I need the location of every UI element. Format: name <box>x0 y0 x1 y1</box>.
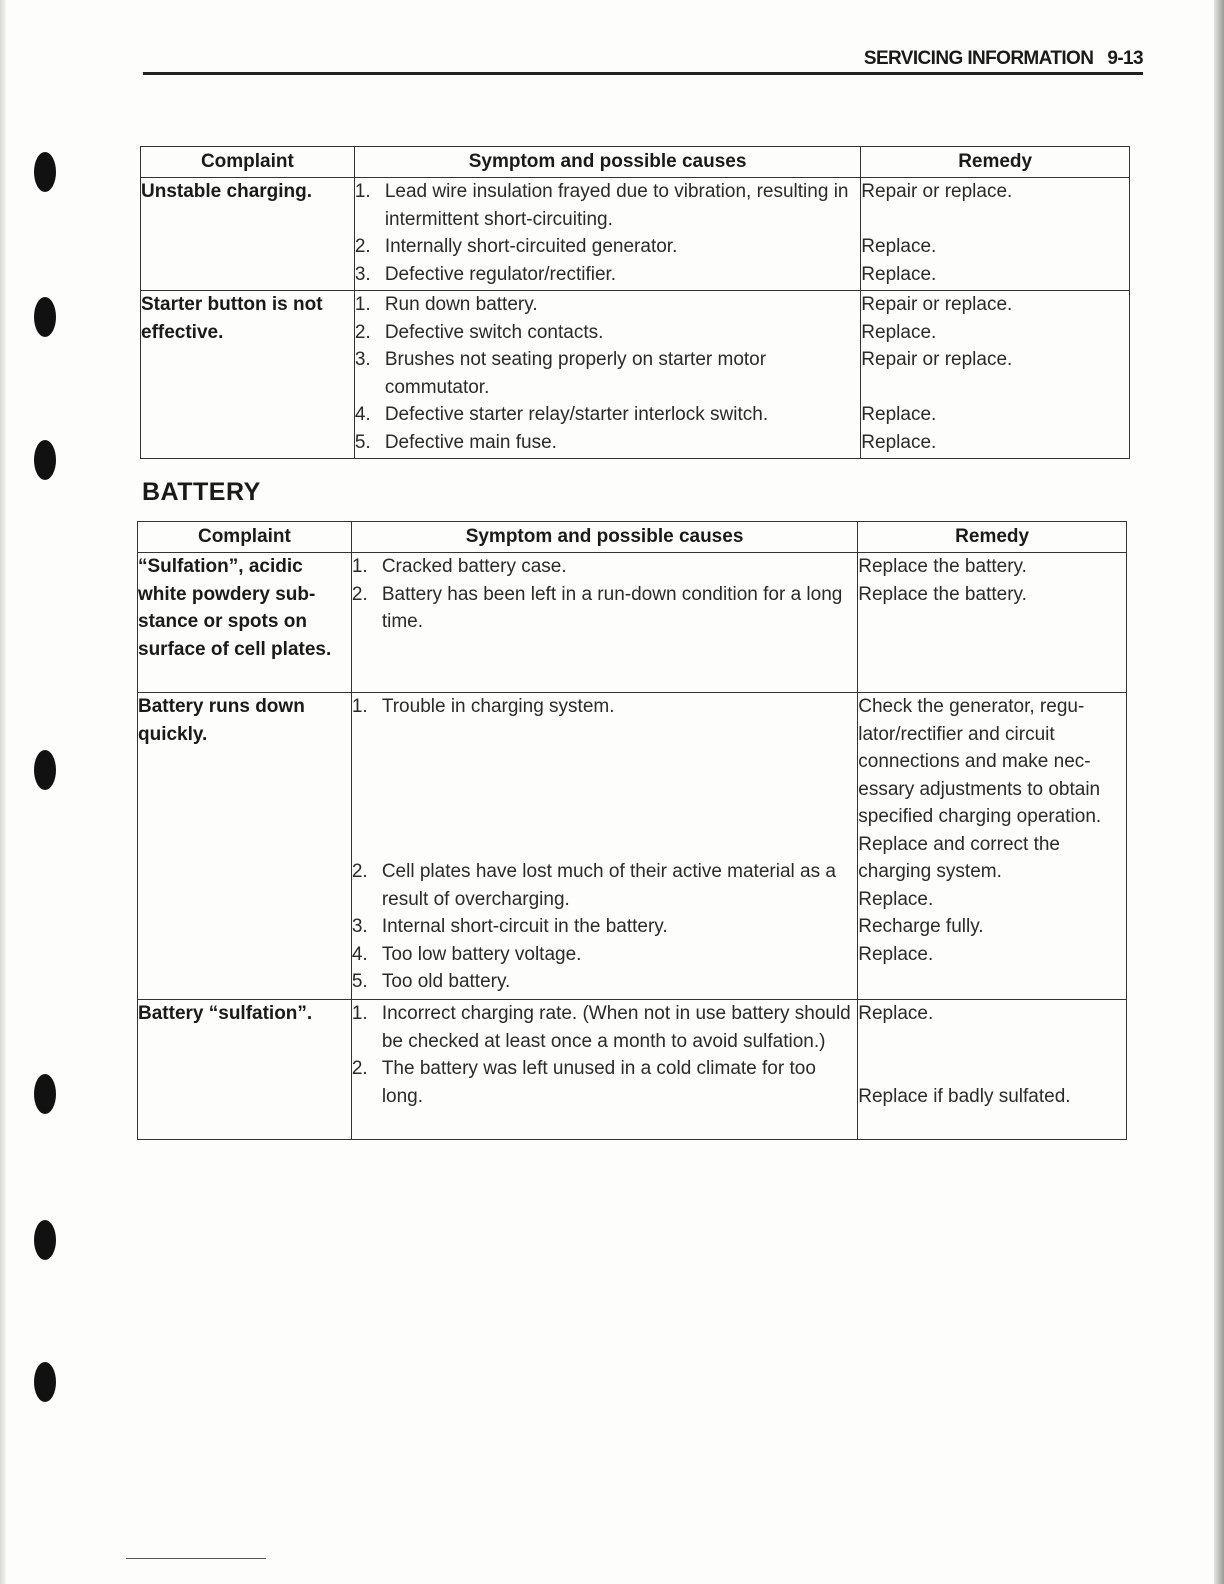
complaint-cell: Unstable charging. <box>141 178 355 291</box>
header-title: SERVICING INFORMATION <box>863 48 1094 69</box>
remedy-item: Repair or replace. <box>861 294 1013 315</box>
page-header <box>143 46 1143 75</box>
cause-item: 1. Lead wire insulation frayed due to vibration, resulting in intermittent short-circuiting. <box>354 181 849 230</box>
cause-item: 3. Defective regulator/rectifier. <box>354 263 617 285</box>
header-causes: Symptom and possible causes <box>351 522 857 553</box>
table-header-row <box>141 147 1130 178</box>
binder-hole <box>34 1074 56 1114</box>
cause-item: 1. Cracked battery case. <box>351 556 567 577</box>
complaint-cell: Starter button is not effective. <box>141 291 355 459</box>
remedy-item: Replace. <box>858 1003 934 1024</box>
remedy-item: Repair or replace. <box>861 181 1013 202</box>
header-complaint: Complaint <box>141 147 355 178</box>
remedy-cell <box>858 1000 1127 1140</box>
troubleshooting-table-charging <box>140 146 1130 459</box>
causes-cell <box>351 553 857 693</box>
table-row <box>138 553 1127 693</box>
remedy-item: Replace. <box>858 943 934 965</box>
remedy-item: Replace. <box>858 888 934 910</box>
header-causes: Symptom and possible causes <box>354 147 860 178</box>
remedy-item: Replace and correct the charging system. <box>858 833 1060 882</box>
cause-item: 2. Cell plates have lost much of their active material as a result of overcharging. <box>351 861 836 910</box>
page-edge-right <box>1214 0 1224 1584</box>
cause-item: 1. Incorrect charging rate. (When not in use battery should be checked at least once a month to avoid sulfation.) <box>351 1003 851 1052</box>
causes-cell <box>354 178 860 291</box>
remedy-cell <box>861 291 1130 459</box>
complaint-cell: Battery runs down quickly. <box>138 693 352 1000</box>
complaint-cell: Battery “sulfation”. <box>138 1000 352 1140</box>
footer-rule <box>126 1558 266 1559</box>
binder-hole <box>34 297 56 337</box>
cause-item: 2. The battery was left unused in a cold climate for too long. <box>351 1058 816 1107</box>
header-complaint: Complaint <box>138 522 352 553</box>
binder-hole <box>34 750 56 790</box>
cause-item: 3. Internal short-circuit in the battery. <box>351 916 668 937</box>
cause-item: 2. Internally short-circuited generator. <box>354 236 678 257</box>
remedy-item: Replace. <box>861 236 937 257</box>
binder-hole <box>34 440 56 480</box>
remedy-cell <box>858 553 1127 693</box>
page-edge-left <box>0 0 6 1584</box>
cause-item: 1. Trouble in charging system. <box>351 696 615 717</box>
cause-item: 2. Battery has been left in a run-down condition for a long time. <box>351 583 843 632</box>
page-number: 9-13 <box>1107 48 1143 69</box>
header-text <box>864 48 1143 70</box>
remedy-item: Recharge fully. <box>858 916 984 937</box>
remedy-item: Replace. <box>861 431 937 453</box>
remedy-cell <box>861 178 1130 291</box>
remedy-item: Repair or replace. <box>861 349 1013 370</box>
table-row <box>141 291 1130 459</box>
binder-hole <box>34 1362 56 1402</box>
complaint-cell: “Sulfation”, acidic white powdery sub-stance or spots on surface of cell plates. <box>138 553 352 693</box>
remedy-item: Replace if badly sulfated. <box>858 1085 1071 1107</box>
remedy-cell <box>858 693 1127 1000</box>
causes-cell <box>351 693 857 1000</box>
table-row <box>138 693 1127 1000</box>
section-title-battery: BATTERY <box>142 478 261 506</box>
binder-hole <box>34 1220 56 1260</box>
remedy-item: Replace. <box>861 321 937 343</box>
remedy-item: Replace. <box>861 263 937 285</box>
header-remedy: Remedy <box>858 522 1127 553</box>
causes-cell <box>354 291 860 459</box>
remedy-item: Replace the battery. <box>858 556 1027 577</box>
cause-item: 5. Too old battery. <box>351 971 511 992</box>
cause-item: 5. Defective main fuse. <box>354 431 557 453</box>
causes-cell <box>351 1000 857 1140</box>
troubleshooting-table-battery <box>137 521 1127 1140</box>
binder-hole <box>34 152 56 192</box>
remedy-item: Check the generator, regu-lator/rectifier and circuit connections and make nec-essary adjustments to obtain specified charging operation. <box>858 696 1102 827</box>
remedy-item: Replace the battery. <box>858 583 1027 605</box>
cause-item: 4. Defective starter relay/starter interlock switch. <box>354 404 769 425</box>
remedy-item: Replace. <box>861 404 937 425</box>
header-remedy: Remedy <box>861 147 1130 178</box>
cause-item: 1. Run down battery. <box>354 294 538 315</box>
cause-item: 3. Brushes not seating properly on starter motor commutator. <box>354 349 767 398</box>
table-row <box>138 1000 1127 1140</box>
table-header-row <box>138 522 1127 553</box>
table-row <box>141 178 1130 291</box>
cause-item: 4. Too low battery voltage. <box>351 943 582 965</box>
cause-item: 2. Defective switch contacts. <box>354 321 604 343</box>
